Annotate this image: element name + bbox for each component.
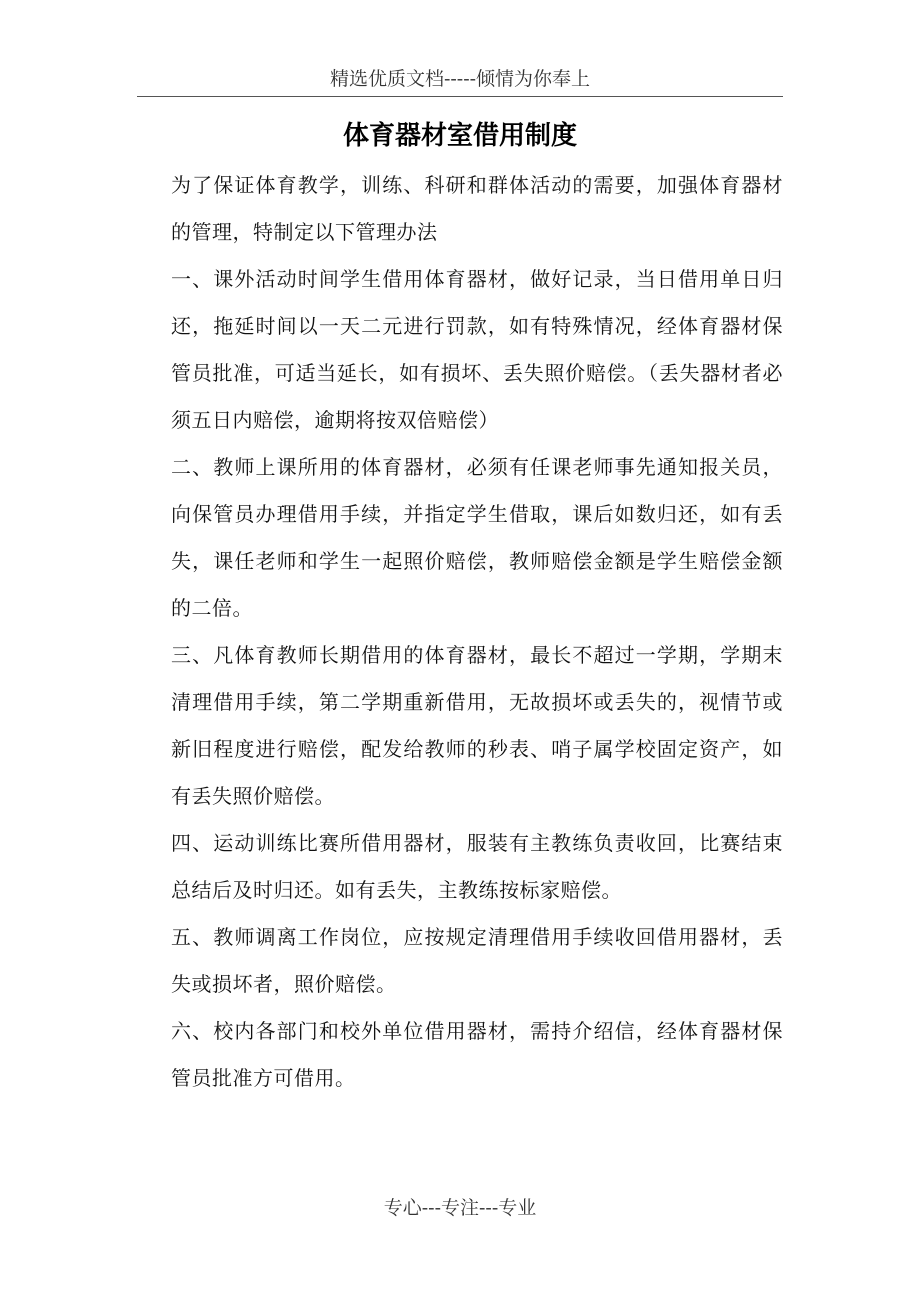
page-header [137, 62, 783, 97]
rule-paragraph-1: 一、课外活动时间学生借用体育器材，做好记录，当日借用单日归还，拖延时间以一天二元进行罚款，如有特殊情况，经体育器材保管员批准，可适当延长，如有损坏、丢失照价赔偿。（丢失器材者必须五日内赔偿，逾期将按双倍赔偿） [171, 267, 783, 432]
document-title: 体育器材室借用制度 [342, 121, 577, 151]
footer-text: 专心---专注---专业 [383, 1197, 537, 1219]
intro-paragraph: 为了保证体育教学，训练、科研和群体活动的需要，加强体育器材的管理，特制定以下管理办法 [171, 173, 783, 244]
document-body [171, 162, 783, 1102]
rule-paragraph-4: 四、运动训练比赛所借用器材，服装有主教练负责收回，比赛结束总结后及时归还。如有丢失，主教练按标家赔偿。 [171, 831, 783, 902]
rule-paragraph-6: 六、校内各部门和校外单位借用器材，需持介绍信，经体育器材保管员批准方可借用。 [171, 1019, 783, 1090]
page-footer [137, 1191, 783, 1225]
header-text: 精选优质文档-----倾情为你奉上 [329, 68, 591, 90]
rule-paragraph-3: 三、凡体育教师长期借用的体育器材，最长不超过一学期，学期末清理借用手续，第二学期重新借用，无故损坏或丢失的，视情节或新旧程度进行赔偿，配发给教师的秒表、哨子属学校固定资产，如有丢失照价赔偿。 [171, 643, 783, 808]
rule-paragraph-5: 五、教师调离工作岗位，应按规定清理借用手续收回借用器材，丢失或损坏者，照价赔偿。 [171, 925, 783, 996]
rule-paragraph-2: 二、教师上课所用的体育器材，必须有任课老师事先通知报关员，向保管员办理借用手续，并指定学生借取，课后如数归还，如有丢失，课任老师和学生一起照价赔偿，教师赔偿金额是学生赔偿金额的二倍。 [171, 455, 783, 620]
